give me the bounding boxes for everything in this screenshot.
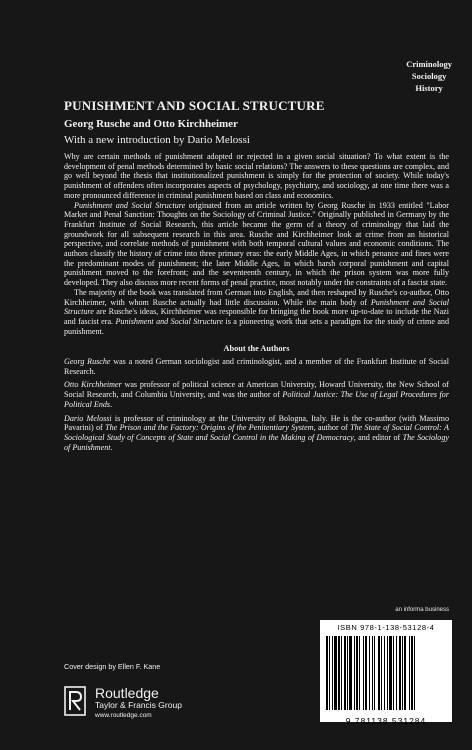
book-title-ref: Punishment and Social Structure	[64, 297, 449, 317]
book-title-ref: Punishment and Social Structure	[115, 316, 224, 326]
publisher-block	[95, 686, 182, 721]
text-run: are Rusche's ideas, Kirchheimer was responsible for bringing the book more up-to-date to include the Nazi and fascist era.	[64, 307, 449, 326]
book-title-ref: The Sociology of Punishment	[64, 432, 449, 452]
book-title-ref: Political Justice: The Use of Legal Procedures for Political Ends	[64, 390, 449, 409]
text-run: .	[110, 399, 113, 409]
publisher-group: Taylor & Francis Group	[95, 700, 182, 710]
author-bio	[64, 357, 449, 376]
subject-label: Sociology	[411, 71, 447, 81]
book-title: PUNISHMENT AND SOCIAL STRUCTURE	[64, 98, 325, 113]
text-run: is a pioneering work that sets a paradigm for the study of crime and punishment.	[64, 316, 450, 336]
subject-categories	[406, 58, 452, 94]
text-run: , and editor of	[353, 432, 403, 442]
text-run: was professor of political science at American University, Howard University, the New School of Social Research, and Columbia University, and was the author of	[64, 380, 449, 400]
publisher-name: Routledge	[95, 685, 159, 701]
blurb-paragraph: Why are certain methods of punishment adopted or rejected in a given social situation? To what extent is the development of penal methods determined by basic social relations? The answers to these questions are complex, and go well beyond the thesis that institutionalized punishment is simply for the protection of society. While today's punishment of offenders often incorporates aspects of psychology, psychiatry, and sociology, at one time there was a more pronounced difference in criminal punishment based on class and economics.	[64, 152, 449, 200]
cover-design-credit: Cover design by Ellen F. Kane	[64, 662, 161, 671]
author-bio	[64, 380, 449, 409]
isbn-label: ISBN 978-1-138-53128-4	[337, 623, 435, 632]
book-title-ref: The State of Social Control: A Sociological Study of Concepts of State and Social Control in the Making of Democracy	[64, 423, 449, 442]
author-name: Otto Kirchheimer	[64, 380, 122, 390]
book-title-ref: The Prison and the Factory: Origins of the Penitentiary System	[105, 423, 314, 433]
book-authors: Georg Rusche and Otto Kirchheimer	[64, 118, 238, 130]
barcode-bars	[326, 636, 446, 710]
blurb-text	[64, 152, 449, 456]
routledge-logo-icon	[64, 686, 86, 716]
about-authors-heading: About the Authors	[223, 344, 290, 354]
book-title-ref: Punishment and Social Structure	[74, 200, 186, 210]
blurb-paragraph	[64, 201, 449, 288]
text-run: The majority of the book was translated from German into English, and then reshaped by Rusche's co-author, Otto Kirchheimer, with whom Rusche actually had little discussion. While the main body of	[64, 287, 449, 307]
text-run: was a noted German sociologist and criminologist, and a member of the Frankfurt Institute of Social Research.	[64, 357, 450, 376]
informa-tagline: an informa business	[395, 607, 449, 613]
author-bio	[64, 414, 449, 453]
subject-label: History	[415, 83, 443, 93]
isbn-barcode	[320, 620, 452, 726]
subject-label: Criminology	[406, 59, 452, 69]
text-run: originated from an article written by Georg Rusche in 1933 entitled "Labor Market and Penal Sanction: Thoughts on the Sociology of Criminal Justice." Originally published in Germany by the Frankfurt Institute of Social Research, this article became the germ of a theory of criminology that laid the groundwork for all subsequent research in this area. Rusche and Kirchheimer look at crime from an historical perspective, and correlate methods of punishment with both temporal cultural values and economic conditions. The authors classify the history of crime into three primary eras: the early Middle Ages, in which penance and fines were the predominant modes of punishment; the later Middle Ages, in which harsh corporal punishment and capital punishment moved to the forefront; and the seventeenth century, in which the prison system was more fully developed. They also discuss more recent forms of penal practice, most notably under the constraints of a fascist state.	[64, 200, 449, 288]
barcode-number: 9 781138 531284	[345, 716, 427, 726]
publisher-url: www.routledge.com	[95, 712, 152, 719]
blurb-paragraph	[64, 288, 449, 337]
text-run: is professor of criminology at the University of Bologna, Italy. He is the co-author (with Massimo Pavarini) of	[64, 413, 449, 433]
author-name: Dario Melossi	[64, 413, 112, 423]
text-run: .	[110, 442, 113, 452]
author-name: Georg Rusche	[64, 357, 111, 367]
intro-credit: With a new introduction by Dario Melossi	[64, 134, 250, 146]
text-run: , author of	[313, 423, 351, 433]
